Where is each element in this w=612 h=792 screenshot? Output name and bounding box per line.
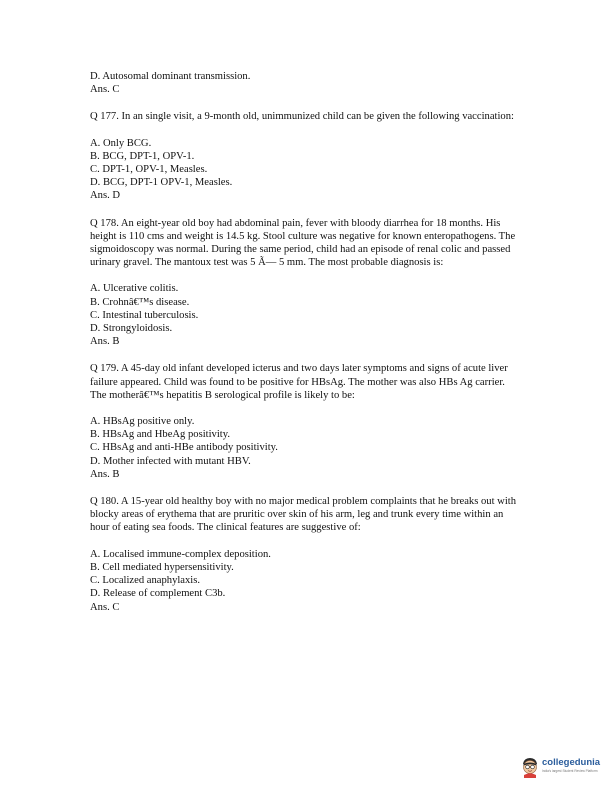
option-d: D. Mother infected with mutant HBV. <box>90 455 251 467</box>
option-c: C. Intestinal tuberculosis. <box>90 309 199 321</box>
option-c: C. Localized anaphylaxis. <box>90 575 201 587</box>
option-d: D. Autosomal dominant transmission. <box>90 71 251 82</box>
logo-tagline: India's largest Student Review Platform <box>542 769 598 773</box>
previous-question-tail <box>90 70 522 96</box>
option-b: B. HBsAg and HbeAg positivity. <box>90 429 230 441</box>
option-b: B. Crohnâ€™s disease. <box>90 296 190 308</box>
option-a: A. HBsAg positive only. <box>90 416 195 428</box>
logo-name: collegedunia <box>542 757 601 768</box>
option-a: A. Only BCG. <box>90 137 152 149</box>
option-c: C. DPT-1, OPV-1, Measles. <box>90 164 208 176</box>
option-d: D. Strongyloidosis. <box>90 323 173 335</box>
option-b: B. BCG, DPT-1, OPV-1. <box>90 150 195 162</box>
question-text: Q 178. An eight-year old boy had abdominal pain, fever with bloody diarrhea for 18 months. His height is 110 cms and weight is 14.5 kg. Stool culture was negative for known enteropathogens. The sigmoidoscopy was normal. During the same period, child had an episode of renal colic and passed urinary gravel. The mantoux test was 5 Ã— 5 mm. The most probable diagnosis is: <box>90 217 516 269</box>
question-block-178 <box>90 217 522 349</box>
question-block-179 <box>90 362 522 481</box>
mascot-icon <box>520 756 540 778</box>
question-text: Q 179. A 45-day old infant developed icterus and two days later symptoms and signs of acute liver failure appeared. Child was found to be positive for HBsAg. The mother was also HBs Ag carrier. The motherâ€™s hepatitis B serological profile is likely to be: <box>90 363 508 401</box>
collegedunia-logo <box>520 754 606 780</box>
question-block-177 <box>90 110 522 202</box>
answer: Ans. B <box>90 336 120 348</box>
answer: Ans. C <box>90 84 120 96</box>
option-c: C. HBsAg and anti-HBe antibody positivity. <box>90 442 278 454</box>
question-text: Q 177. In an single visit, a 9-month old, unimmunized child can be given the following vaccination: <box>90 111 514 123</box>
option-d: D. BCG, DPT-1 OPV-1, Measles. <box>90 177 233 189</box>
answer: Ans. C <box>90 601 120 613</box>
answer: Ans. B <box>90 468 120 480</box>
option-a: A. Localised immune-complex deposition. <box>90 548 271 560</box>
option-d: D. Release of complement C3b. <box>90 588 226 600</box>
option-a: A. Ulcerative colitis. <box>90 283 179 295</box>
question-block-180 <box>90 495 522 614</box>
answer: Ans. D <box>90 190 121 202</box>
document-page <box>90 70 522 628</box>
option-b: B. Cell mediated hypersensitivity. <box>90 561 234 573</box>
question-text: Q 180. A 15-year old healthy boy with no major medical problem complaints that he breaks out with blocky areas of erythema that are pruritic over skin of his arm, leg and trunk every time within an hour of eating sea foods. The clinical features are suggestive of: <box>90 496 517 534</box>
